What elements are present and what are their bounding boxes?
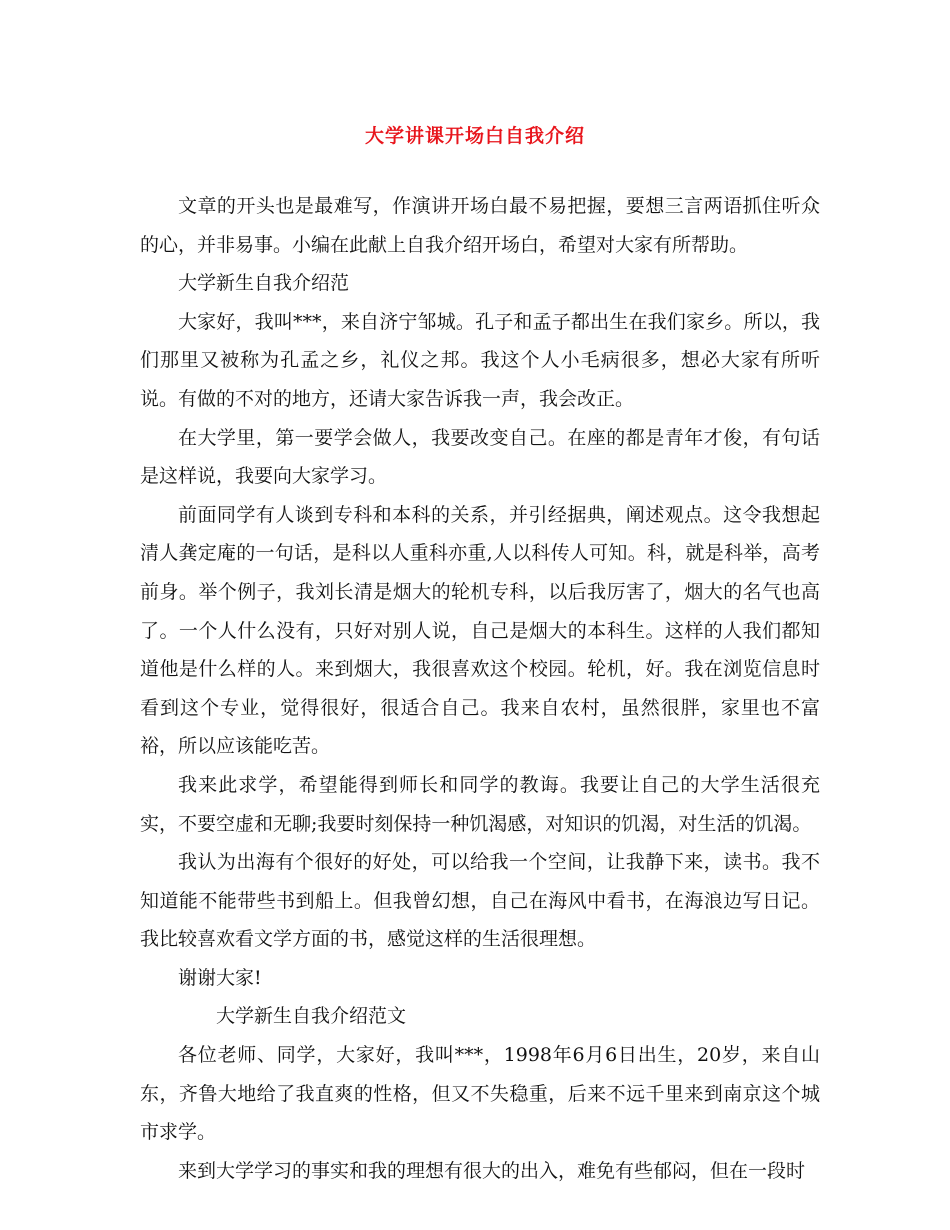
- paragraph-university-reality: 来到大学学习的事实和我的理想有很大的出入，难免有些郁闷，但在一段时: [178, 1159, 806, 1182]
- paragraph-greeting: 各位老师、同学，大家好，我叫***，1998年6月6日出生，20岁，来自山东，齐鲁大地给了我直爽的性格，但又不失稳重，后来不远千里来到南京这个城市求学。: [140, 1044, 820, 1144]
- paragraph-intro: 文章的开头也是最难写，作演讲开场白最不易把握，要想三言两语抓住听众的心，并非易事。小编在此献上自我介绍开场白，希望对大家有所帮助。: [140, 195, 820, 256]
- document-body: [140, 187, 820, 1190]
- section-heading-freshman-sample-text: 大学新生自我介绍范文: [216, 1005, 407, 1028]
- paragraph-going-to-sea: 我认为出海有个很好的好处，可以给我一个空间，让我静下来，读书。我不知道能不能带些书到船上。但我曾幻想，自己在海风中看书，在海浪边写日记。我比较喜欢看文学方面的书，感觉这样的生活很理想。: [140, 851, 820, 951]
- paragraph-self-intro: 大家好，我叫***，来自济宁邹城。孔子和孟子都出生在我们家乡。所以，我们那里又被称为孔孟之乡，礼仪之邦。我这个人小毛病很多，想必大家有所听说。有做的不对的地方，还请大家告诉我一声，我会改正。: [140, 310, 820, 410]
- paragraph-learn-to-be-person: 在大学里，第一要学会做人，我要改变自己。在座的都是青年才俊，有句话是这样说，我要向大家学习。: [140, 426, 820, 488]
- paragraph-specialty-vs-undergrad: 前面同学有人谈到专科和本科的关系，并引经据典，阐述观点。这令我想起清人龚定庵的一句话，是科以人重科亦重,人以科传人可知。科，就是科举，高考前身。举个例子，我刘长清是烟大的轮机专科，以后我厉害了，烟大的名气也高了。一个人什么没有，只好对别人说，自己是烟大的本科生。这样的人我们都知道他是什么样的人。来到烟大，我很喜欢这个校园。轮机，好。我在浏览信息时看到这个专业，觉得很好，很适合自己。我来自农村，虽然很胖，家里也不富裕，所以应该能吃苦。: [140, 503, 820, 758]
- document-title: 大学讲课开场白自我介绍: [364, 125, 585, 147]
- section-heading-freshman-sample: 大学新生自我介绍范: [178, 272, 350, 295]
- paragraph-thanks: 谢谢大家!: [178, 966, 262, 989]
- paragraph-study-goals: 我来此求学，希望能得到师长和同学的教诲。我要让自己的大学生活很充实，不要空虚和无聊;我要时刻保持一种饥渴感，对知识的饥渴，对生活的饥渴。: [140, 773, 820, 835]
